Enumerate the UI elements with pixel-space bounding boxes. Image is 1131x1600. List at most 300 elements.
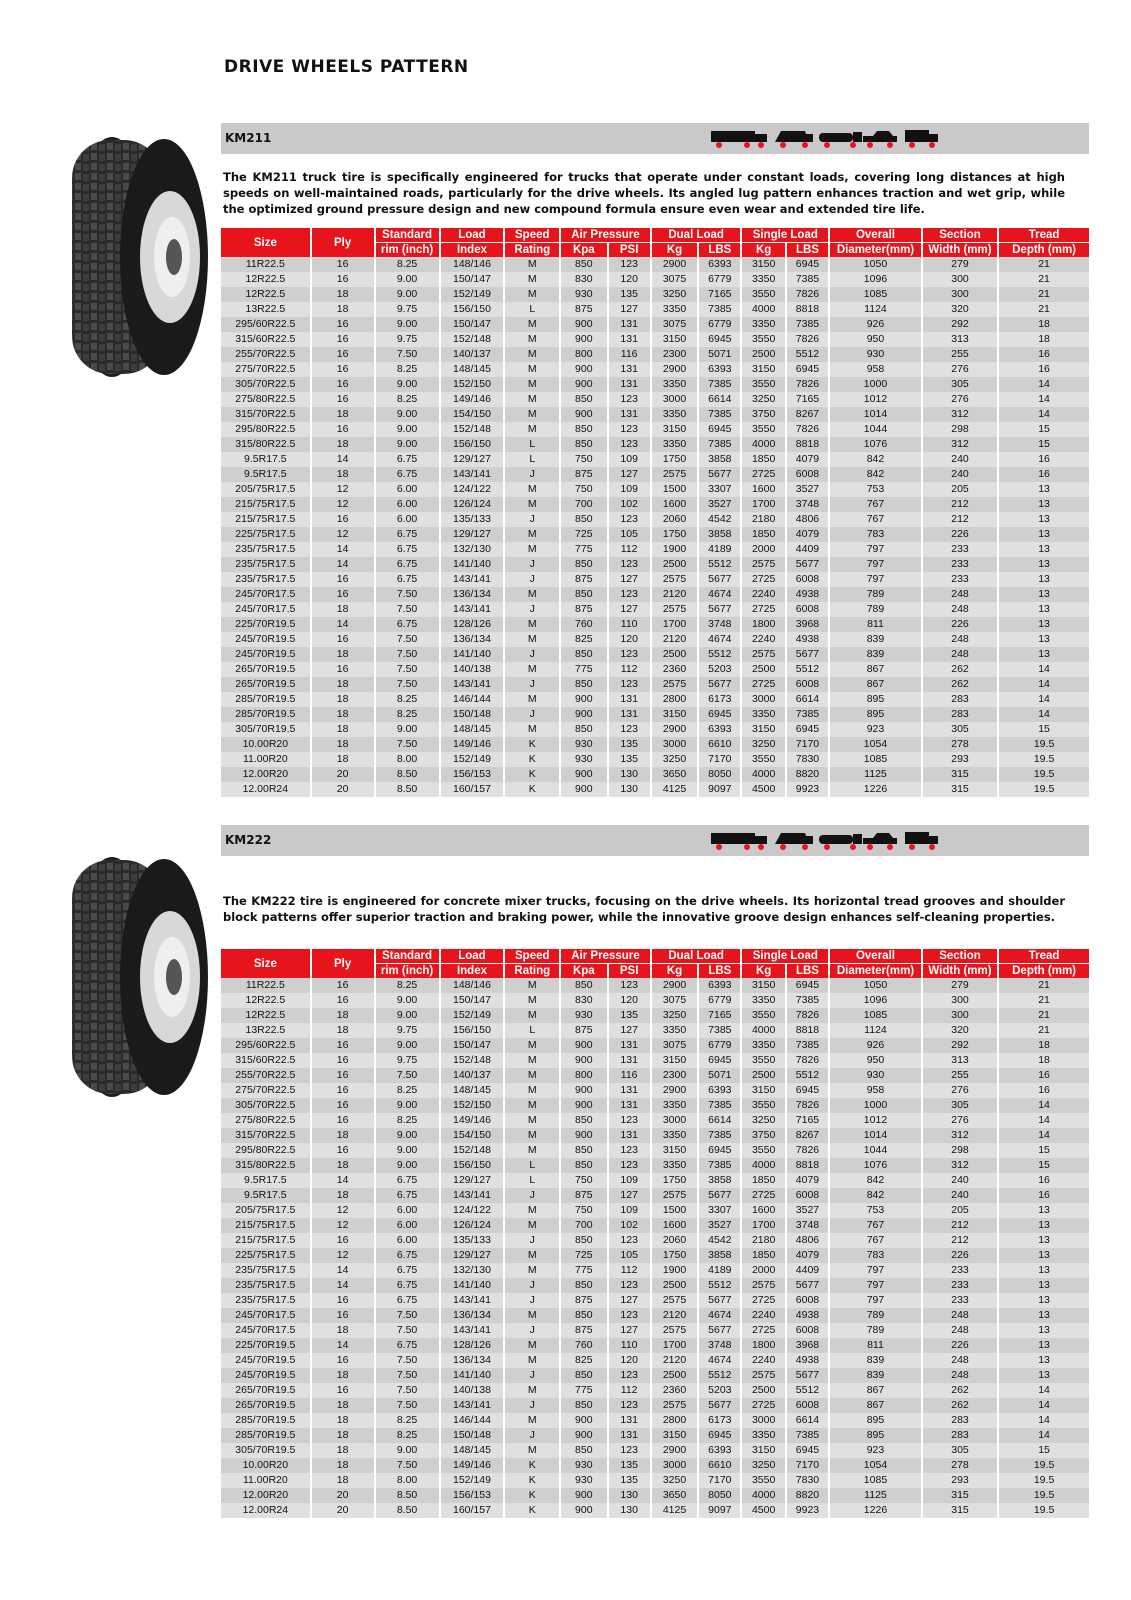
table-cell: J bbox=[504, 1398, 560, 1413]
table-cell: 128/126 bbox=[440, 617, 505, 632]
table-cell: 16 bbox=[311, 332, 375, 347]
table-cell: 6008 bbox=[786, 467, 829, 482]
table-cell: 789 bbox=[829, 602, 922, 617]
table-cell: 930 bbox=[829, 347, 922, 362]
table-cell: 900 bbox=[560, 377, 607, 392]
table-cell: 102 bbox=[608, 1218, 651, 1233]
table-cell: 20 bbox=[311, 782, 375, 797]
table-cell: 7830 bbox=[786, 752, 829, 767]
table-cell: 775 bbox=[560, 1383, 607, 1398]
table-cell: 811 bbox=[829, 617, 922, 632]
table-cell: 152/148 bbox=[440, 1143, 505, 1158]
table-cell: 875 bbox=[560, 1023, 607, 1038]
tire-image bbox=[42, 132, 212, 382]
table-cell: 146/144 bbox=[440, 1413, 505, 1428]
table-cell: M bbox=[504, 1338, 560, 1353]
table-cell: 245/70R19.5 bbox=[221, 1368, 311, 1383]
table-cell: 4125 bbox=[651, 1503, 698, 1518]
table-cell: 18 bbox=[311, 602, 375, 617]
table-cell: 3250 bbox=[741, 1113, 785, 1128]
table-cell: 4000 bbox=[741, 1023, 785, 1038]
table-cell: 226 bbox=[922, 617, 998, 632]
table-cell: 7826 bbox=[786, 287, 829, 302]
table-cell: 16 bbox=[311, 1233, 375, 1248]
table-row bbox=[221, 317, 1089, 332]
table-cell: 14 bbox=[998, 407, 1089, 422]
vehicle-icons bbox=[711, 128, 941, 150]
table-cell: K bbox=[504, 1503, 560, 1518]
table-cell: 21 bbox=[998, 257, 1089, 272]
table-cell: 283 bbox=[922, 1413, 998, 1428]
table-cell: 2725 bbox=[741, 1323, 785, 1338]
table-cell: 212 bbox=[922, 497, 998, 512]
col-index: Index bbox=[440, 964, 505, 979]
table-cell: 1500 bbox=[651, 1203, 698, 1218]
table-cell: 305/70R19.5 bbox=[221, 722, 311, 737]
table-cell: 6393 bbox=[698, 1083, 741, 1098]
table-row bbox=[221, 1038, 1089, 1053]
table-cell: 135 bbox=[608, 1008, 651, 1023]
table-cell: 14 bbox=[311, 557, 375, 572]
table-cell: 6.75 bbox=[375, 1188, 440, 1203]
table-cell: 315 bbox=[922, 767, 998, 782]
table-cell: 5677 bbox=[786, 1368, 829, 1383]
table-cell: 7385 bbox=[786, 272, 829, 287]
table-cell: 7170 bbox=[698, 1473, 741, 1488]
table-cell: 12 bbox=[311, 482, 375, 497]
table-cell: 867 bbox=[829, 1398, 922, 1413]
table-cell: 3250 bbox=[741, 737, 785, 752]
table-cell: J bbox=[504, 572, 560, 587]
table-row bbox=[221, 692, 1089, 707]
col-depth: Depth (mm) bbox=[998, 964, 1089, 979]
table-cell: 3968 bbox=[786, 1338, 829, 1353]
table-cell: 2575 bbox=[651, 1398, 698, 1413]
table-cell: 16 bbox=[311, 1293, 375, 1308]
table-cell: 2800 bbox=[651, 692, 698, 707]
col-ply: Ply bbox=[311, 949, 375, 978]
table-cell: 6945 bbox=[786, 978, 829, 993]
table-cell: 14 bbox=[311, 1173, 375, 1188]
table-cell: 9.00 bbox=[375, 377, 440, 392]
table-cell: 4938 bbox=[786, 1308, 829, 1323]
table-cell: 129/127 bbox=[440, 527, 505, 542]
table-cell: 6.75 bbox=[375, 1338, 440, 1353]
table-cell: 15 bbox=[998, 1443, 1089, 1458]
table-cell: 3350 bbox=[651, 437, 698, 452]
table-cell: 7385 bbox=[786, 317, 829, 332]
table-cell: 3350 bbox=[651, 1023, 698, 1038]
table-cell: 305 bbox=[922, 722, 998, 737]
table-cell: 150/148 bbox=[440, 1428, 505, 1443]
table-cell: 797 bbox=[829, 557, 922, 572]
table-cell: 2500 bbox=[651, 557, 698, 572]
table-cell: J bbox=[504, 512, 560, 527]
table-cell: 1085 bbox=[829, 1473, 922, 1488]
table-cell: 3000 bbox=[741, 1413, 785, 1428]
table-cell: 136/134 bbox=[440, 587, 505, 602]
table-cell: 14 bbox=[998, 1098, 1089, 1113]
table-cell: 3250 bbox=[651, 752, 698, 767]
table-cell: 5677 bbox=[698, 677, 741, 692]
table-cell: 9.75 bbox=[375, 302, 440, 317]
table-cell: 13 bbox=[998, 512, 1089, 527]
table-cell: L bbox=[504, 1158, 560, 1173]
table-cell: 265/70R19.5 bbox=[221, 662, 311, 677]
table-cell: 16 bbox=[311, 392, 375, 407]
table-cell: 2060 bbox=[651, 1233, 698, 1248]
table-cell: 14 bbox=[998, 1413, 1089, 1428]
table-cell: J bbox=[504, 1293, 560, 1308]
table-cell: M bbox=[504, 662, 560, 677]
table-cell: 5677 bbox=[698, 1323, 741, 1338]
col-speed: Speed bbox=[504, 949, 560, 964]
table-cell: 8818 bbox=[786, 1023, 829, 1038]
table-cell: M bbox=[504, 1263, 560, 1278]
table-cell: 1050 bbox=[829, 978, 922, 993]
table-cell: M bbox=[504, 1128, 560, 1143]
table-cell: 315/70R22.5 bbox=[221, 1128, 311, 1143]
table-cell: 1600 bbox=[741, 1203, 785, 1218]
table-cell: 13 bbox=[998, 1323, 1089, 1338]
table-cell: 13 bbox=[998, 497, 1089, 512]
box-truck-icon bbox=[905, 832, 938, 850]
table-cell: 9.75 bbox=[375, 1023, 440, 1038]
table-cell: 6945 bbox=[786, 1083, 829, 1098]
table-cell: 109 bbox=[608, 482, 651, 497]
table-cell: 1054 bbox=[829, 737, 922, 752]
table-cell: 233 bbox=[922, 1278, 998, 1293]
table-cell: 226 bbox=[922, 527, 998, 542]
table-cell: 3748 bbox=[786, 497, 829, 512]
table-cell: 10.00R20 bbox=[221, 1458, 311, 1473]
table-cell: 130 bbox=[608, 1503, 651, 1518]
table-cell: M bbox=[504, 632, 560, 647]
table-cell: 3750 bbox=[741, 1128, 785, 1143]
table-cell: 245/70R19.5 bbox=[221, 647, 311, 662]
table-cell: 315/60R22.5 bbox=[221, 1053, 311, 1068]
table-row bbox=[221, 1053, 1089, 1068]
table-cell: 850 bbox=[560, 392, 607, 407]
col-load: Load bbox=[440, 228, 505, 243]
table-cell: 850 bbox=[560, 1443, 607, 1458]
table-cell: 900 bbox=[560, 782, 607, 797]
table-cell: 926 bbox=[829, 317, 922, 332]
table-cell: 850 bbox=[560, 557, 607, 572]
table-cell: M bbox=[504, 1203, 560, 1218]
table-cell: 760 bbox=[560, 617, 607, 632]
col-index: Index bbox=[440, 243, 505, 258]
table-cell: 1124 bbox=[829, 302, 922, 317]
table-cell: 6008 bbox=[786, 1323, 829, 1338]
table-cell: 13 bbox=[998, 542, 1089, 557]
table-cell: 7.50 bbox=[375, 347, 440, 362]
table-cell: J bbox=[504, 1323, 560, 1338]
table-cell: M bbox=[504, 482, 560, 497]
table-cell: 212 bbox=[922, 512, 998, 527]
table-cell: 1012 bbox=[829, 1113, 922, 1128]
table-cell: 789 bbox=[829, 1308, 922, 1323]
table-cell: 6008 bbox=[786, 677, 829, 692]
table-cell: 240 bbox=[922, 1188, 998, 1203]
table-cell: 767 bbox=[829, 497, 922, 512]
table-cell: 131 bbox=[608, 407, 651, 422]
table-cell: 16 bbox=[311, 1083, 375, 1098]
table-cell: 2725 bbox=[741, 1188, 785, 1203]
table-cell: J bbox=[504, 1188, 560, 1203]
table-cell: 18 bbox=[311, 302, 375, 317]
table-cell: 150/148 bbox=[440, 707, 505, 722]
table-cell: 245/70R19.5 bbox=[221, 1353, 311, 1368]
table-cell: 16 bbox=[998, 1083, 1089, 1098]
table-cell: 135 bbox=[608, 1473, 651, 1488]
col-width: Width (mm) bbox=[922, 243, 998, 258]
table-cell: 2575 bbox=[651, 1188, 698, 1203]
table-cell: 7385 bbox=[698, 302, 741, 317]
table-cell: 18 bbox=[311, 467, 375, 482]
table-cell: 5071 bbox=[698, 1068, 741, 1083]
table-cell: 4500 bbox=[741, 1503, 785, 1518]
table-cell: 6614 bbox=[786, 1413, 829, 1428]
table-cell: 3350 bbox=[741, 317, 785, 332]
table-cell: 7826 bbox=[786, 1008, 829, 1023]
table-cell: 3748 bbox=[698, 617, 741, 632]
table-cell: 2180 bbox=[741, 512, 785, 527]
table-cell: 8267 bbox=[786, 1128, 829, 1143]
table-cell: 9.00 bbox=[375, 722, 440, 737]
table-cell: 3968 bbox=[786, 617, 829, 632]
table-cell: 127 bbox=[608, 1323, 651, 1338]
table-cell: 255 bbox=[922, 1068, 998, 1083]
table-row bbox=[221, 1098, 1089, 1113]
table-cell: 2575 bbox=[741, 1278, 785, 1293]
table-cell: 5677 bbox=[698, 1293, 741, 1308]
table-cell: 276 bbox=[922, 362, 998, 377]
table-cell: 18 bbox=[311, 1188, 375, 1203]
box-truck-icon bbox=[905, 130, 938, 148]
table-row bbox=[221, 1023, 1089, 1038]
table-cell: 123 bbox=[608, 1398, 651, 1413]
table-cell: 312 bbox=[922, 437, 998, 452]
table-cell: 16 bbox=[311, 632, 375, 647]
table-cell: 7385 bbox=[698, 407, 741, 422]
table-cell: 123 bbox=[608, 1308, 651, 1323]
table-cell: 2180 bbox=[741, 1233, 785, 1248]
table-cell: 7385 bbox=[786, 993, 829, 1008]
col-dual-load: Dual Load bbox=[651, 228, 742, 243]
table-cell: 7.50 bbox=[375, 1323, 440, 1338]
table-cell: 315/80R22.5 bbox=[221, 1158, 311, 1173]
table-cell: 3150 bbox=[651, 332, 698, 347]
table-cell: K bbox=[504, 737, 560, 752]
table-cell: 12.00R20 bbox=[221, 767, 311, 782]
table-cell: J bbox=[504, 557, 560, 572]
table-cell: 298 bbox=[922, 422, 998, 437]
table-cell: M bbox=[504, 1083, 560, 1098]
table-row bbox=[221, 527, 1089, 542]
table-cell: 9.00 bbox=[375, 287, 440, 302]
car-carrier-icon bbox=[775, 131, 813, 148]
table-cell: 262 bbox=[922, 677, 998, 692]
table-cell: 135 bbox=[608, 737, 651, 752]
table-cell: 7165 bbox=[698, 287, 741, 302]
truck-trailer-icon bbox=[711, 833, 767, 850]
table-row bbox=[221, 1338, 1089, 1353]
table-cell: 875 bbox=[560, 1188, 607, 1203]
table-cell: 123 bbox=[608, 1113, 651, 1128]
model-description: The KM222 tire is engineered for concrete mixer trucks, focusing on the drive wheels. Its horizontal tread grooves and shoulder block patterns offer superior traction and braking power, while the innovative groove design enhances self-cleaning properties. bbox=[223, 894, 1065, 924]
table-cell: 245/70R17.5 bbox=[221, 587, 311, 602]
table-cell: 16 bbox=[998, 452, 1089, 467]
table-cell: 116 bbox=[608, 347, 651, 362]
table-cell: 867 bbox=[829, 662, 922, 677]
table-cell: 235/75R17.5 bbox=[221, 1278, 311, 1293]
table-cell: 895 bbox=[829, 1413, 922, 1428]
table-row bbox=[221, 467, 1089, 482]
table-cell: 4409 bbox=[786, 1263, 829, 1278]
table-cell: 278 bbox=[922, 737, 998, 752]
table-cell: 13 bbox=[998, 1338, 1089, 1353]
col-dual-kg: Kg bbox=[651, 243, 698, 258]
table-cell: 700 bbox=[560, 497, 607, 512]
table-cell: 143/141 bbox=[440, 572, 505, 587]
table-cell: 109 bbox=[608, 1203, 651, 1218]
table-cell: 958 bbox=[829, 1083, 922, 1098]
col-rating: Rating bbox=[504, 964, 560, 979]
table-cell: 4079 bbox=[786, 527, 829, 542]
table-cell: 124/122 bbox=[440, 482, 505, 497]
table-cell: 2575 bbox=[741, 647, 785, 662]
table-cell: 255 bbox=[922, 347, 998, 362]
table-cell: 225/70R19.5 bbox=[221, 617, 311, 632]
table-cell: 1800 bbox=[741, 617, 785, 632]
table-cell: 293 bbox=[922, 1473, 998, 1488]
table-cell: 7.50 bbox=[375, 1068, 440, 1083]
table-cell: 700 bbox=[560, 1218, 607, 1233]
table-cell: 3650 bbox=[651, 767, 698, 782]
table-cell: 126/124 bbox=[440, 1218, 505, 1233]
table-cell: 320 bbox=[922, 1023, 998, 1038]
table-cell: 811 bbox=[829, 1338, 922, 1353]
table-cell: 850 bbox=[560, 1158, 607, 1173]
table-cell: 315/70R22.5 bbox=[221, 407, 311, 422]
table-cell: 1750 bbox=[651, 1248, 698, 1263]
table-cell: 7.50 bbox=[375, 1458, 440, 1473]
table-cell: 4806 bbox=[786, 512, 829, 527]
table-cell: 760 bbox=[560, 1338, 607, 1353]
table-cell: 13 bbox=[998, 527, 1089, 542]
table-cell: 14 bbox=[998, 692, 1089, 707]
table-cell: M bbox=[504, 407, 560, 422]
table-row bbox=[221, 1368, 1089, 1383]
table-cell: 867 bbox=[829, 1383, 922, 1398]
table-cell: 1044 bbox=[829, 1143, 922, 1158]
table-cell: 127 bbox=[608, 1293, 651, 1308]
table-cell: 1085 bbox=[829, 1008, 922, 1023]
table-cell: 1014 bbox=[829, 1128, 922, 1143]
table-cell: 6.75 bbox=[375, 557, 440, 572]
table-cell: 16 bbox=[998, 1173, 1089, 1188]
table-cell: 135/133 bbox=[440, 512, 505, 527]
table-cell: 930 bbox=[560, 1473, 607, 1488]
table-cell: 14 bbox=[998, 1128, 1089, 1143]
table-cell: 3350 bbox=[651, 407, 698, 422]
table-cell: 15 bbox=[998, 1158, 1089, 1173]
tanker-truck-icon bbox=[819, 132, 862, 148]
table-row bbox=[221, 602, 1089, 617]
table-cell: 5677 bbox=[698, 1188, 741, 1203]
table-cell: 900 bbox=[560, 767, 607, 782]
table-cell: 105 bbox=[608, 527, 651, 542]
table-cell: 126/124 bbox=[440, 497, 505, 512]
table-cell: 767 bbox=[829, 1233, 922, 1248]
table-row bbox=[221, 452, 1089, 467]
table-cell: 295/60R22.5 bbox=[221, 317, 311, 332]
col-air-pressure: Air Pressure bbox=[560, 949, 651, 964]
col-dual-lbs: LBS bbox=[698, 243, 741, 258]
table-cell: 6779 bbox=[698, 1038, 741, 1053]
table-cell: 120 bbox=[608, 632, 651, 647]
table-cell: 850 bbox=[560, 257, 607, 272]
table-cell: 3748 bbox=[698, 1338, 741, 1353]
table-cell: M bbox=[504, 1248, 560, 1263]
table-cell: 14 bbox=[311, 1263, 375, 1278]
table-cell: 9.00 bbox=[375, 1158, 440, 1173]
table-cell: 6.00 bbox=[375, 512, 440, 527]
table-cell: 18 bbox=[311, 407, 375, 422]
table-cell: 7830 bbox=[786, 1473, 829, 1488]
table-row bbox=[221, 632, 1089, 647]
table-cell: 14 bbox=[311, 542, 375, 557]
table-row bbox=[221, 557, 1089, 572]
table-cell: 5071 bbox=[698, 347, 741, 362]
table-cell: 15 bbox=[998, 1143, 1089, 1158]
table-cell: 124/122 bbox=[440, 1203, 505, 1218]
table-cell: 1700 bbox=[741, 1218, 785, 1233]
table-cell: 1800 bbox=[741, 1338, 785, 1353]
table-cell: 6945 bbox=[786, 362, 829, 377]
table-cell: 6945 bbox=[698, 1143, 741, 1158]
table-row bbox=[221, 257, 1089, 272]
table-cell: 295/80R22.5 bbox=[221, 422, 311, 437]
table-cell: 797 bbox=[829, 542, 922, 557]
table-cell: 3250 bbox=[741, 1458, 785, 1473]
table-row bbox=[221, 1413, 1089, 1428]
table-cell: 8267 bbox=[786, 407, 829, 422]
model-bar bbox=[221, 123, 1089, 154]
col-single-kg: Kg bbox=[741, 964, 785, 979]
table-cell: 2900 bbox=[651, 362, 698, 377]
table-cell: 156/153 bbox=[440, 767, 505, 782]
table-cell: 9.00 bbox=[375, 993, 440, 1008]
table-cell: 923 bbox=[829, 1443, 922, 1458]
table-cell: M bbox=[504, 1113, 560, 1128]
table-cell: 7385 bbox=[698, 1023, 741, 1038]
table-cell: 300 bbox=[922, 993, 998, 1008]
table-cell: 13 bbox=[998, 1278, 1089, 1293]
table-cell: 9.00 bbox=[375, 1008, 440, 1023]
tanker-truck-icon bbox=[819, 834, 862, 850]
table-cell: 4189 bbox=[698, 1263, 741, 1278]
table-cell: 3527 bbox=[786, 1203, 829, 1218]
table-cell: M bbox=[504, 362, 560, 377]
table-cell: 5203 bbox=[698, 662, 741, 677]
table-cell: 12 bbox=[311, 1218, 375, 1233]
table-cell: M bbox=[504, 1308, 560, 1323]
table-cell: 6779 bbox=[698, 993, 741, 1008]
table-cell: 2500 bbox=[741, 347, 785, 362]
table-cell: 13 bbox=[998, 1293, 1089, 1308]
